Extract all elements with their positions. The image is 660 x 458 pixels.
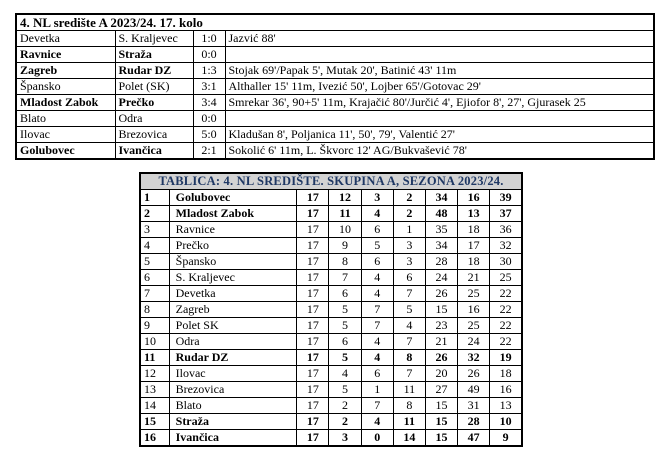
goals-for-cell: 23 — [425, 318, 457, 334]
rank-cell: 14 — [140, 398, 169, 414]
played-cell: 17 — [297, 222, 329, 238]
team-cell: Špansko — [169, 254, 297, 270]
wins-cell: 3 — [329, 430, 361, 447]
draws-cell: 6 — [361, 222, 393, 238]
standings-row — [140, 254, 522, 270]
points-cell: 30 — [490, 254, 522, 270]
played-cell: 17 — [297, 206, 329, 222]
played-cell: 17 — [297, 414, 329, 430]
rank-cell: 11 — [140, 350, 169, 366]
away-team-cell: Brezovica — [115, 127, 193, 143]
losses-cell: 2 — [393, 190, 425, 206]
goals-for-cell: 26 — [425, 350, 457, 366]
team-cell: Prečko — [169, 238, 297, 254]
standings-row — [140, 286, 522, 302]
standings-row — [140, 270, 522, 286]
goals-for-cell: 15 — [425, 398, 457, 414]
standings-row — [140, 382, 522, 398]
standings-row — [140, 414, 522, 430]
played-cell: 17 — [297, 318, 329, 334]
home-team-cell: Mladost Zabok — [16, 95, 115, 111]
rank-cell: 3 — [140, 222, 169, 238]
standings-row — [140, 238, 522, 254]
standings-body — [140, 173, 522, 446]
points-cell: 32 — [490, 238, 522, 254]
score-cell: 0:0 — [193, 47, 225, 63]
standings-row — [140, 334, 522, 350]
draws-cell: 4 — [361, 414, 393, 430]
score-cell: 1:0 — [193, 31, 225, 47]
team-cell: Ravnice — [169, 222, 297, 238]
standings-row — [140, 430, 522, 447]
goals-for-cell: 34 — [425, 238, 457, 254]
home-team-cell: Golubovec — [16, 143, 115, 160]
played-cell: 17 — [297, 382, 329, 398]
rank-cell: 8 — [140, 302, 169, 318]
scorers-cell: Kladušan 8', Poljanica 11', 50', 79', Valentić 27' — [225, 127, 654, 143]
rank-cell: 4 — [140, 238, 169, 254]
goals-for-cell: 20 — [425, 366, 457, 382]
scorers-cell: Stojak 69'/Papak 5', Mutak 20', Batinić 43' 11m — [225, 63, 654, 79]
standings-table — [139, 172, 523, 447]
goals-against-cell: 26 — [458, 366, 490, 382]
standings-row — [140, 366, 522, 382]
wins-cell: 11 — [329, 206, 361, 222]
points-cell: 22 — [490, 286, 522, 302]
losses-cell: 8 — [393, 398, 425, 414]
points-cell: 22 — [490, 318, 522, 334]
points-cell: 18 — [490, 366, 522, 382]
score-cell: 1:3 — [193, 63, 225, 79]
losses-cell: 14 — [393, 430, 425, 447]
score-cell: 3:4 — [193, 95, 225, 111]
losses-cell: 11 — [393, 414, 425, 430]
wins-cell: 9 — [329, 238, 361, 254]
team-cell: Zagreb — [169, 302, 297, 318]
rank-cell: 15 — [140, 414, 169, 430]
standings-title: TABLICA: 4. NL SREDIŠTE. SKUPINA A, SEZONA 2023/24. — [140, 173, 522, 190]
played-cell: 17 — [297, 254, 329, 270]
team-cell: S. Kraljevec — [169, 270, 297, 286]
rank-cell: 16 — [140, 430, 169, 447]
goals-against-cell: 18 — [458, 254, 490, 270]
played-cell: 17 — [297, 334, 329, 350]
score-cell: 5:0 — [193, 127, 225, 143]
rank-cell: 9 — [140, 318, 169, 334]
goals-for-cell: 21 — [425, 334, 457, 350]
draws-cell: 6 — [361, 254, 393, 270]
scorers-cell: Smrekar 36', 90+5' 11m, Krajačić 80'/Jurčić 4', Ejiofor 8', 27', Gjurasek 25 — [225, 95, 654, 111]
away-team-cell: S. Kraljevec — [115, 31, 193, 47]
draws-cell: 0 — [361, 430, 393, 447]
draws-cell: 7 — [361, 398, 393, 414]
points-cell: 16 — [490, 382, 522, 398]
standings-title-row — [140, 173, 522, 190]
goals-against-cell: 18 — [458, 222, 490, 238]
played-cell: 17 — [297, 302, 329, 318]
away-team-cell: Odra — [115, 111, 193, 127]
losses-cell: 2 — [393, 206, 425, 222]
goals-for-cell: 15 — [425, 302, 457, 318]
goals-against-cell: 49 — [458, 382, 490, 398]
scorers-cell: Althaller 15' 11m, Ivezić 50', Lojber 65'/Gotovac 29' — [225, 79, 654, 95]
draws-cell: 7 — [361, 318, 393, 334]
match-row — [16, 47, 654, 63]
wins-cell: 4 — [329, 366, 361, 382]
points-cell: 10 — [490, 414, 522, 430]
away-team-cell: Polet (SK) — [115, 79, 193, 95]
scorers-cell — [225, 111, 654, 127]
wins-cell: 12 — [329, 190, 361, 206]
goals-against-cell: 28 — [458, 414, 490, 430]
match-row — [16, 79, 654, 95]
goals-for-cell: 24 — [425, 270, 457, 286]
losses-cell: 7 — [393, 286, 425, 302]
played-cell: 17 — [297, 350, 329, 366]
points-cell: 25 — [490, 270, 522, 286]
home-team-cell: Blato — [16, 111, 115, 127]
goals-for-cell: 48 — [425, 206, 457, 222]
match-row — [16, 63, 654, 79]
team-cell: Ivančica — [169, 430, 297, 447]
points-cell: 36 — [490, 222, 522, 238]
score-cell: 0:0 — [193, 111, 225, 127]
points-cell: 9 — [490, 430, 522, 447]
team-cell: Straža — [169, 414, 297, 430]
home-team-cell: Ravnice — [16, 47, 115, 63]
played-cell: 17 — [297, 430, 329, 447]
wins-cell: 10 — [329, 222, 361, 238]
goals-against-cell: 16 — [458, 302, 490, 318]
match-row — [16, 143, 654, 160]
wins-cell: 5 — [329, 318, 361, 334]
home-team-cell: Zagreb — [16, 63, 115, 79]
team-cell: Mladost Zabok — [169, 206, 297, 222]
team-cell: Devetka — [169, 286, 297, 302]
played-cell: 17 — [297, 238, 329, 254]
results-body — [16, 14, 654, 159]
losses-cell: 4 — [393, 318, 425, 334]
goals-against-cell: 13 — [458, 206, 490, 222]
points-cell: 13 — [490, 398, 522, 414]
losses-cell: 3 — [393, 254, 425, 270]
goals-for-cell: 35 — [425, 222, 457, 238]
rank-cell: 5 — [140, 254, 169, 270]
match-row — [16, 111, 654, 127]
losses-cell: 7 — [393, 366, 425, 382]
score-cell: 3:1 — [193, 79, 225, 95]
draws-cell: 4 — [361, 350, 393, 366]
wins-cell: 5 — [329, 302, 361, 318]
wins-cell: 5 — [329, 350, 361, 366]
draws-cell: 6 — [361, 366, 393, 382]
team-cell: Golubovec — [169, 190, 297, 206]
points-cell: 19 — [490, 350, 522, 366]
standings-row — [140, 350, 522, 366]
team-cell: Polet SK — [169, 318, 297, 334]
rank-cell: 6 — [140, 270, 169, 286]
goals-against-cell: 21 — [458, 270, 490, 286]
draws-cell: 4 — [361, 334, 393, 350]
away-team-cell: Rudar DZ — [115, 63, 193, 79]
played-cell: 17 — [297, 190, 329, 206]
goals-for-cell: 27 — [425, 382, 457, 398]
goals-against-cell: 25 — [458, 318, 490, 334]
team-cell: Rudar DZ — [169, 350, 297, 366]
home-team-cell: Špansko — [16, 79, 115, 95]
results-title: 4. NL središte A 2023/24. 17. kolo — [16, 14, 654, 31]
wins-cell: 2 — [329, 414, 361, 430]
wins-cell: 2 — [329, 398, 361, 414]
standings-row — [140, 398, 522, 414]
played-cell: 17 — [297, 286, 329, 302]
losses-cell: 5 — [393, 302, 425, 318]
points-cell: 22 — [490, 334, 522, 350]
wins-cell: 7 — [329, 270, 361, 286]
team-cell: Ilovac — [169, 366, 297, 382]
goals-for-cell: 26 — [425, 286, 457, 302]
scorers-cell: Sokolić 6' 11m, L. Škvorc 12' AG/Bukvašević 78' — [225, 143, 654, 160]
draws-cell: 4 — [361, 286, 393, 302]
goals-for-cell: 28 — [425, 254, 457, 270]
played-cell: 17 — [297, 270, 329, 286]
standings-row — [140, 302, 522, 318]
losses-cell: 6 — [393, 270, 425, 286]
standings-row — [140, 190, 522, 206]
losses-cell: 1 — [393, 222, 425, 238]
score-cell: 2:1 — [193, 143, 225, 160]
goals-against-cell: 32 — [458, 350, 490, 366]
rank-cell: 2 — [140, 206, 169, 222]
played-cell: 17 — [297, 366, 329, 382]
rank-cell: 13 — [140, 382, 169, 398]
points-cell: 39 — [490, 190, 522, 206]
wins-cell: 5 — [329, 382, 361, 398]
played-cell: 17 — [297, 398, 329, 414]
standings-row — [140, 222, 522, 238]
draws-cell: 5 — [361, 238, 393, 254]
losses-cell: 3 — [393, 238, 425, 254]
draws-cell: 4 — [361, 270, 393, 286]
points-cell: 37 — [490, 206, 522, 222]
points-cell: 22 — [490, 302, 522, 318]
results-table — [15, 13, 655, 160]
goals-against-cell: 17 — [458, 238, 490, 254]
match-row — [16, 31, 654, 47]
goals-for-cell: 15 — [425, 414, 457, 430]
goals-against-cell: 24 — [458, 334, 490, 350]
home-team-cell: Ilovac — [16, 127, 115, 143]
wins-cell: 6 — [329, 286, 361, 302]
away-team-cell: Straža — [115, 47, 193, 63]
wins-cell: 6 — [329, 334, 361, 350]
draws-cell: 7 — [361, 302, 393, 318]
standings-row — [140, 206, 522, 222]
goals-against-cell: 47 — [458, 430, 490, 447]
scorers-cell: Jazvić 88' — [225, 31, 654, 47]
rank-cell: 12 — [140, 366, 169, 382]
losses-cell: 11 — [393, 382, 425, 398]
standings-row — [140, 318, 522, 334]
team-cell: Blato — [169, 398, 297, 414]
results-title-row — [16, 14, 654, 31]
away-team-cell: Ivančica — [115, 143, 193, 160]
team-cell: Brezovica — [169, 382, 297, 398]
wins-cell: 8 — [329, 254, 361, 270]
goals-against-cell: 16 — [458, 190, 490, 206]
away-team-cell: Prečko — [115, 95, 193, 111]
scorers-cell — [225, 47, 654, 63]
draws-cell: 4 — [361, 206, 393, 222]
goals-against-cell: 31 — [458, 398, 490, 414]
match-row — [16, 127, 654, 143]
losses-cell: 8 — [393, 350, 425, 366]
draws-cell: 3 — [361, 190, 393, 206]
home-team-cell: Devetka — [16, 31, 115, 47]
losses-cell: 7 — [393, 334, 425, 350]
rank-cell: 7 — [140, 286, 169, 302]
goals-for-cell: 15 — [425, 430, 457, 447]
goals-for-cell: 34 — [425, 190, 457, 206]
rank-cell: 10 — [140, 334, 169, 350]
goals-against-cell: 25 — [458, 286, 490, 302]
team-cell: Odra — [169, 334, 297, 350]
draws-cell: 1 — [361, 382, 393, 398]
rank-cell: 1 — [140, 190, 169, 206]
match-row — [16, 95, 654, 111]
